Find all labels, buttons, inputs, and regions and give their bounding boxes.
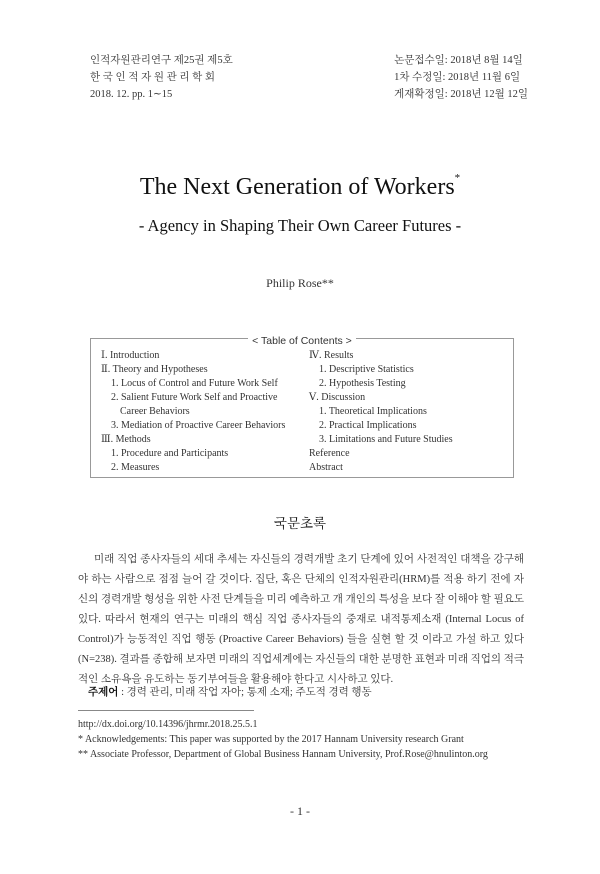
revised-date: 1차 수정일: 2018년 11월 6일 [394,72,521,83]
footnote-divider [78,710,254,711]
toc-item: Career Behaviors [120,406,190,417]
toc-item: 1. Descriptive Statistics [319,364,414,375]
journal-info [90,52,233,103]
toc-item: 2. Practical Implications [319,420,417,431]
toc-item: 1. Theoretical Implications [319,406,427,417]
keywords-label: 주제어 [88,687,119,698]
toc-item: Ⅴ. Discussion [309,392,366,403]
toc-item: Reference [309,448,350,459]
toc-right-column [309,349,509,475]
toc-item: 3. Limitations and Future Studies [319,434,453,445]
keywords [88,684,372,699]
abstract-body: 미래 직업 종사자들의 세대 추세는 자신들의 경력개발 초기 단계에 있어 사전적인 대책을 강구해야 하는 사람으로 점점 늘어 갈 것이다. 집단, 혹은 단체의 인적자원관리(HRM)를 적용 하기 전에 자신의 경력개발 형성을 위한 사전 단계들을 미리 예측하고 개 개인의 특성을 보다 잘 이해야 할 필요도 있다. 따라서 현재의 연구는 미래의 핵심 직업 종사자들의 중재로 내적통제소재 (Internal Locus of Control)가 능동적인 직업 행동 (Proactive Career Behaviors) 들을 실현 할 것 이라고 가설 하고 있다 (N=238). 결과를 종합해 보자면 미래의 직업세계에는 자신들의 대한 분명한 표현과 미래 직업의 적극적인 소유욕을 유도하는 동기부여들을 활용해야 한다고 시사하고 있다. [78,554,524,685]
toc-item: Ⅰ. Introduction [101,350,160,361]
toc-item: Abstract [309,462,343,473]
author-name: Philip Rose** [266,276,334,290]
toc-item: Ⅳ. Results [309,350,354,361]
toc-item: 2. Measures [111,462,160,473]
accepted-date: 게재확정일: 2018년 12월 12일 [394,89,528,100]
toc-item: 2. Salient Future Work Self and Proactive [111,392,278,403]
paper-title [0,174,600,201]
title-footnote-mark: * [454,172,461,184]
acknowledgement-note: * Acknowledgements: This paper was supported by the 2017 Hannam University research Grant [78,734,464,745]
toc-item: Ⅱ. Theory and Hypotheses [101,364,208,375]
author-affiliation-note: ** Associate Professor, Department of Global Business Hannam University, Prof.Rose@hnulinton.org [78,749,488,760]
received-date: 논문접수일: 2018년 8월 14일 [394,55,523,66]
toc-item: 3. Mediation of Proactive Career Behaviors [111,420,286,431]
page-number: - 1 - [290,804,310,818]
toc-item: 2. Hypothesis Testing [319,378,406,389]
toc-item: 1. Locus of Control and Future Work Self [111,378,278,389]
toc-item: 1. Procedure and Participants [111,448,229,459]
toc-legend: < Table of Contents > [248,335,356,347]
paper-title-text: The Next Generation of Workers [139,174,455,200]
footnotes [78,717,528,762]
doi-link[interactable]: http://dx.doi.org/10.14396/jhrmr.2018.25.5.1 [78,719,258,730]
table-of-contents [90,335,514,478]
toc-left-column [101,349,301,475]
journal-name: 인적자원관리연구 제25권 제5호 [90,55,233,66]
submission-dates [394,52,528,103]
journal-society: 한 국 인 적 자 원 관 리 학 회 [90,72,216,83]
keywords-list: : 경력 관리, 미래 작업 자아; 통제 소재; 주도적 경력 행동 [118,687,372,698]
toc-item: Ⅲ. Methods [101,434,151,445]
journal-issue: 2018. 12. pp. 1∼15 [90,89,173,100]
abstract-heading: 국문초록 [273,516,327,532]
paper-subtitle: - Agency in Shaping Their Own Career Futures - [138,216,462,235]
